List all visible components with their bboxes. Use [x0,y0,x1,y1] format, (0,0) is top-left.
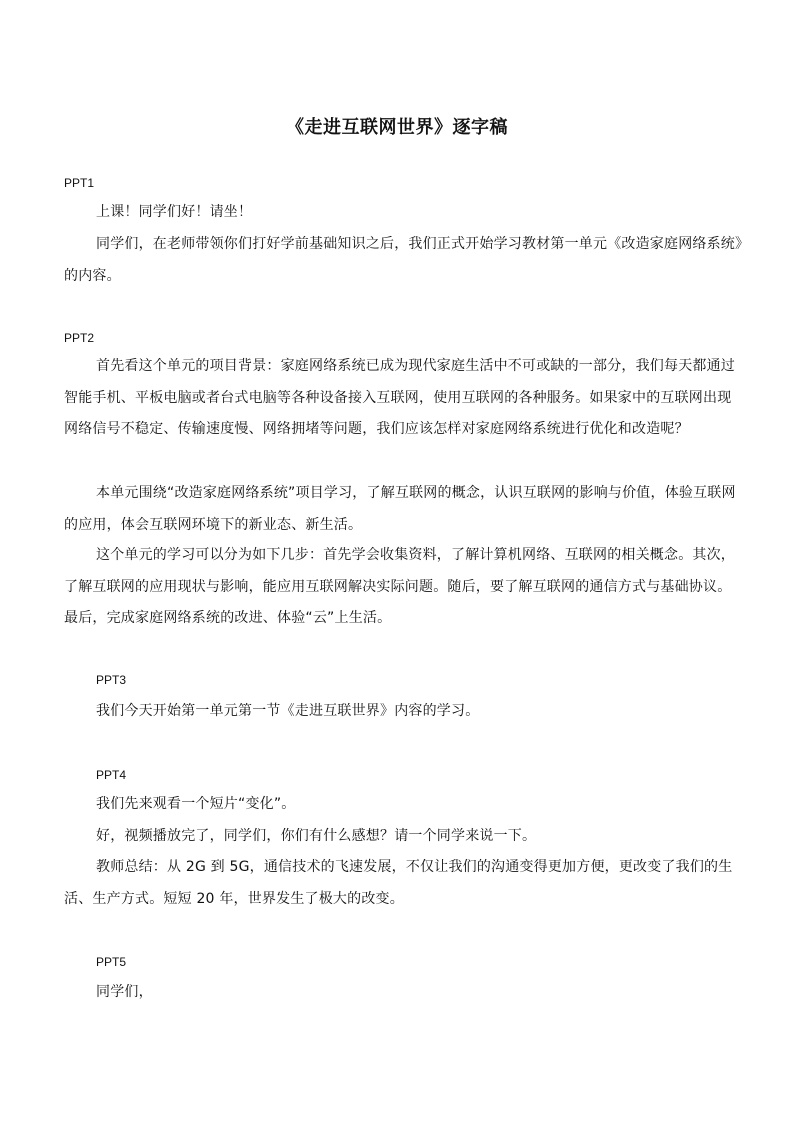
section-label-ppt1: PPT1 [64,176,95,190]
paragraph: 同学们，在老师带领你们打好学前基础知识之后，我们正式开始学习教材第一单元《改造家庭网络系统》的内容。 [64,236,743,284]
paragraph: 上课！同学们好！请坐！ [96,204,253,220]
paragraph: 教师总结：从 2G 到 5G，通信技术的飞速发展，不仅让我们的沟通变得更加方便，更改变了我们的生活、生产方式。短短 20 年，世界发生了极大的改变。 [64,859,733,907]
paragraph: 同学们， [96,984,153,1000]
paragraph: 这个单元的学习可以分为如下几步：首先学会收集资料，了解计算机网络、互联网的相关概念。其次，了解互联网的应用现状与影响，能应用互联网解决实际问题。随后，要了解互联网的通信方式与基础协议。最后，完成家庭网络系统的改进、体验“云”上生活。 [64,547,735,626]
section-label-ppt3: PPT3 [96,673,127,687]
paragraph: 首先看这个单元的项目背景：家庭网络系统已成为现代家庭生活中不可或缺的一部分，我们每天都通过智能手机、平板电脑或者台式电脑等各种设备接入互联网，使用互联网的各种服务。如果家中的互联网出现网络信号不稳定、传输速度慢、网络拥堵等问题，我们应该怎样对家庭网络系统进行优化和改造呢？ [64,358,735,437]
section-label-ppt4: PPT4 [96,768,127,782]
paragraph: 本单元围绕“改造家庭网络系统”项目学习，了解互联网的概念，认识互联网的影响与价值，体验互联网的应用，体会互联网环境下的新业态、新生活。 [64,485,736,533]
paragraph: 我们先来观看一个短片“变化”。 [96,796,296,812]
section-label-ppt5: PPT5 [96,955,127,969]
document-title: 《走进互联网世界》逐字稿 [286,117,508,138]
section-label-ppt2: PPT2 [64,331,95,345]
paragraph: 好，视频播放完了，同学们，你们有什么感想？请一个同学来说一下。 [96,828,537,844]
paragraph: 我们今天开始第一单元第一节《走进互联世界》内容的学习。 [96,703,480,719]
